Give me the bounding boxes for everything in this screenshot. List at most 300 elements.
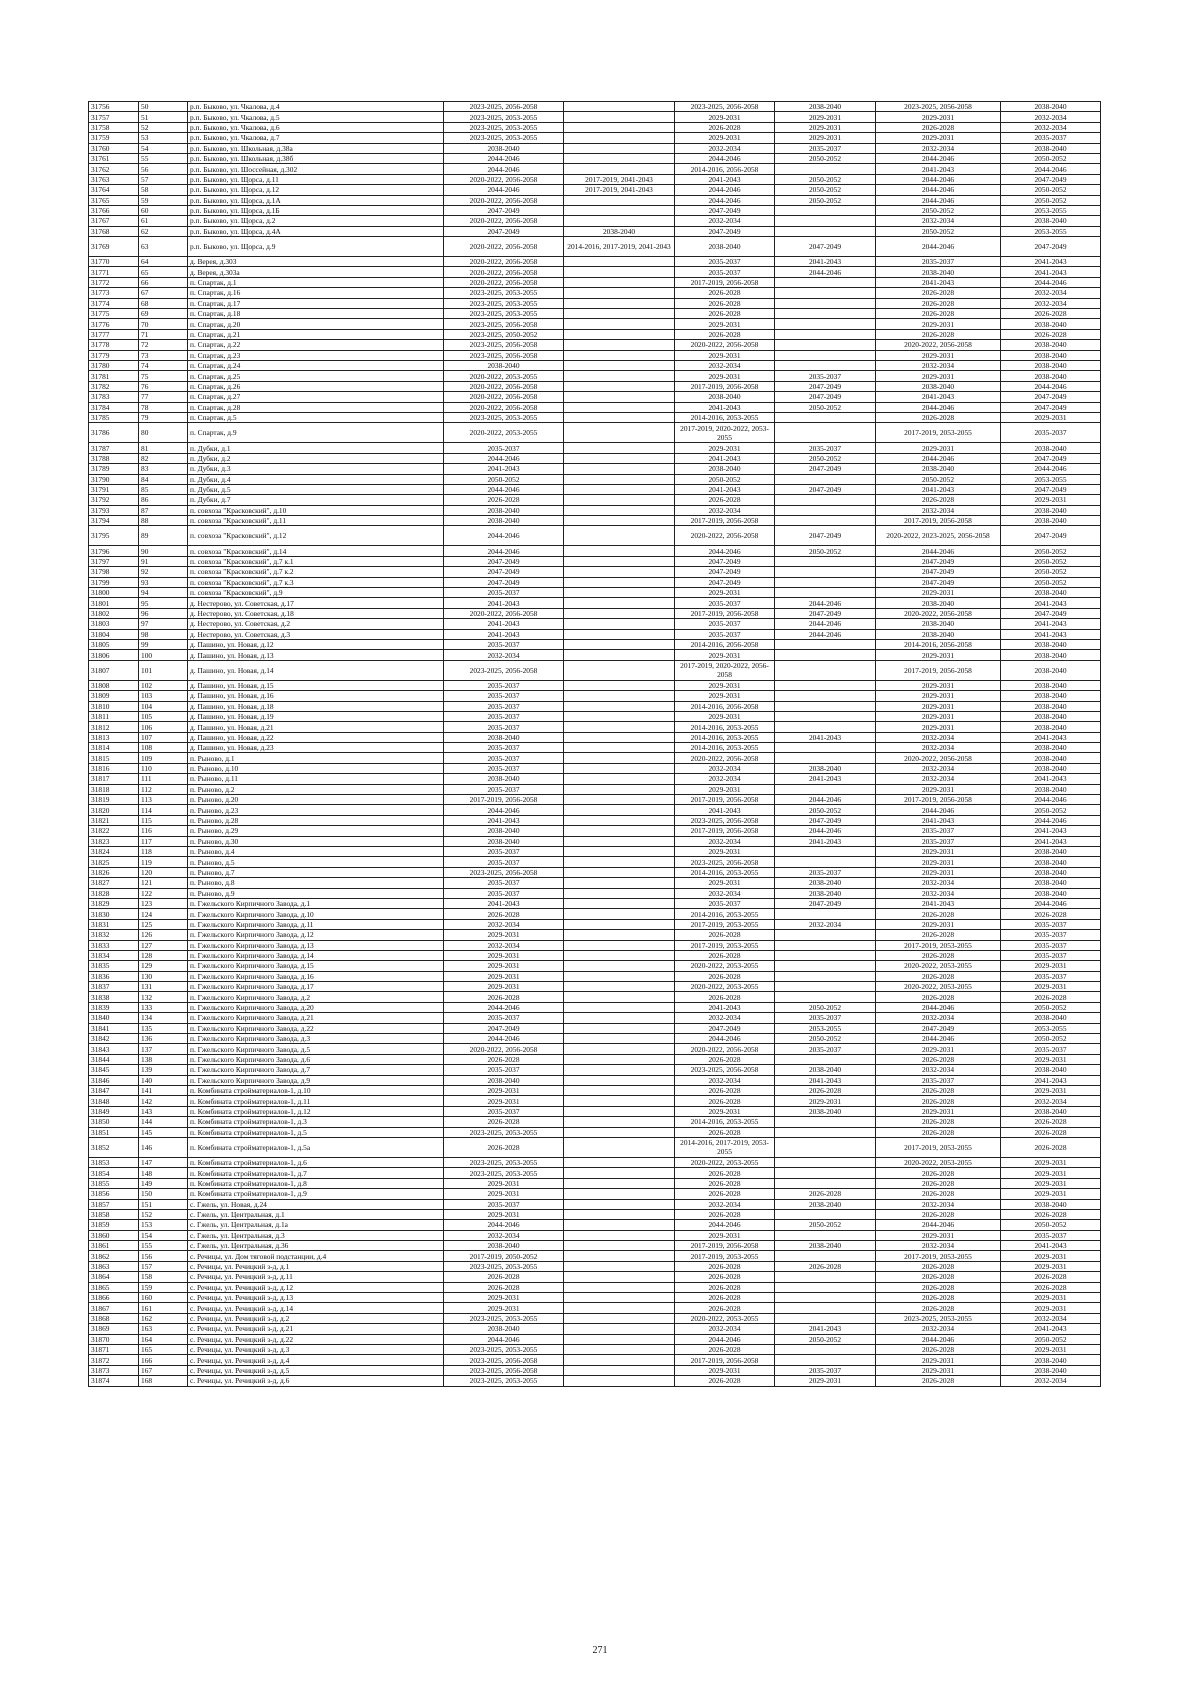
table-row: [89, 1293, 1101, 1303]
period-col-9-cell: 2050-2052: [1001, 556, 1101, 566]
table-row: [89, 930, 1101, 940]
period-col-4-cell: 2041-2043: [444, 898, 564, 908]
period-col-4-cell: 2035-2037: [444, 784, 564, 794]
record-id-cell: 31825: [89, 857, 139, 867]
period-col-7-cell: 2050-2052: [775, 1220, 876, 1230]
period-col-9-cell: 2053-2055: [1001, 226, 1101, 236]
period-col-7-cell: 2050-2052: [775, 174, 876, 184]
row-number-cell: 68: [139, 298, 188, 308]
record-id-cell: 31788: [89, 453, 139, 463]
row-number-cell: 121: [139, 878, 188, 888]
period-col-4-cell: 2035-2037: [444, 763, 564, 773]
row-number-cell: 166: [139, 1355, 188, 1365]
row-number-cell: 93: [139, 577, 188, 587]
table-row: [89, 1272, 1101, 1282]
period-col-7-cell: [775, 992, 876, 1002]
schedule-table: [88, 101, 1101, 1387]
period-col-6-cell: 2047-2049: [675, 577, 775, 587]
period-col-5-cell: [564, 288, 675, 298]
period-col-8-cell: 2029-2031: [876, 112, 1001, 122]
period-col-5-cell: [564, 1157, 675, 1167]
address-cell: р.п. Быково, ул. Щорса, д.1Б: [188, 205, 444, 215]
period-col-4-cell: 2020-2022, 2056-2058: [444, 195, 564, 205]
table-row: [89, 784, 1101, 794]
table-row: [89, 1251, 1101, 1261]
record-id-cell: 31778: [89, 340, 139, 350]
row-number-cell: 113: [139, 795, 188, 805]
period-col-9-cell: 2050-2052: [1001, 1002, 1101, 1012]
period-col-9-cell: 2029-2031: [1001, 1261, 1101, 1271]
table-row: [89, 402, 1101, 412]
period-col-8-cell: 2026-2028: [876, 1293, 1001, 1303]
period-col-6-cell: 2047-2049: [675, 556, 775, 566]
period-col-5-cell: [564, 660, 675, 680]
period-col-4-cell: 2050-2052: [444, 474, 564, 484]
period-col-9-cell: 2032-2034: [1001, 288, 1101, 298]
record-id-cell: 31760: [89, 143, 139, 153]
period-col-6-cell: 2014-2016, 2056-2058: [675, 701, 775, 711]
table-row: [89, 516, 1101, 526]
address-cell: с. Речицы, ул. Речицкий з-д, д.14: [188, 1303, 444, 1313]
period-col-8-cell: 2050-2052: [876, 205, 1001, 215]
period-col-8-cell: 2029-2031: [876, 867, 1001, 877]
period-col-6-cell: 2041-2043: [675, 174, 775, 184]
period-col-9-cell: 2038-2040: [1001, 350, 1101, 360]
period-col-9-cell: 2041-2043: [1001, 1075, 1101, 1085]
period-col-4-cell: 2020-2022, 2056-2058: [444, 257, 564, 267]
period-col-8-cell: 2035-2037: [876, 836, 1001, 846]
period-col-9-cell: 2038-2040: [1001, 660, 1101, 680]
period-col-6-cell: 2017-2019, 2056-2058: [675, 1241, 775, 1251]
period-col-8-cell: 2032-2034: [876, 763, 1001, 773]
period-col-6-cell: 2029-2031: [675, 443, 775, 453]
period-col-7-cell: 2035-2037: [775, 371, 876, 381]
table-row: [89, 1282, 1101, 1292]
period-col-8-cell: 2029-2031: [876, 371, 1001, 381]
period-col-5-cell: [564, 464, 675, 474]
period-col-6-cell: 2029-2031: [675, 711, 775, 721]
table-row: [89, 961, 1101, 971]
period-col-4-cell: 2038-2040: [444, 1241, 564, 1251]
table-row: [89, 185, 1101, 195]
record-id-cell: 31836: [89, 971, 139, 981]
period-col-4-cell: 2026-2028: [444, 992, 564, 1002]
record-id-cell: 31779: [89, 350, 139, 360]
period-col-9-cell: 2035-2037: [1001, 1230, 1101, 1240]
address-cell: п. Гжельского Кирпичного Завода, д.16: [188, 971, 444, 981]
address-cell: п. Дубки, д.1: [188, 443, 444, 453]
address-cell: п. Спартак, д.27: [188, 392, 444, 402]
period-col-5-cell: [564, 1355, 675, 1365]
period-col-9-cell: 2038-2040: [1001, 1355, 1101, 1365]
row-number-cell: 129: [139, 961, 188, 971]
period-col-5-cell: [564, 516, 675, 526]
period-col-7-cell: 2029-2031: [775, 133, 876, 143]
period-col-5-cell: [564, 753, 675, 763]
period-col-9-cell: 2029-2031: [1001, 412, 1101, 422]
table-row: [89, 174, 1101, 184]
period-col-7-cell: 2047-2049: [775, 237, 876, 257]
row-number-cell: 126: [139, 930, 188, 940]
period-col-5-cell: [564, 774, 675, 784]
period-col-9-cell: 2026-2028: [1001, 1117, 1101, 1127]
period-col-7-cell: 2047-2049: [775, 381, 876, 391]
period-col-8-cell: 2029-2031: [876, 1355, 1001, 1365]
period-col-4-cell: 2029-2031: [444, 1293, 564, 1303]
period-col-7-cell: [775, 329, 876, 339]
address-cell: с. Речицы, ул. Речицкий з-д, д.11: [188, 1272, 444, 1282]
table-row: [89, 1117, 1101, 1127]
record-id-cell: 31785: [89, 412, 139, 422]
row-number-cell: 105: [139, 711, 188, 721]
record-id-cell: 31847: [89, 1085, 139, 1095]
period-col-5-cell: [564, 143, 675, 153]
table-row: [89, 1261, 1101, 1271]
period-col-5-cell: [564, 1054, 675, 1064]
period-col-9-cell: 2050-2052: [1001, 1334, 1101, 1344]
address-cell: п. Гжельского Кирпичного Завода, д.11: [188, 919, 444, 929]
record-id-cell: 31799: [89, 577, 139, 587]
period-col-5-cell: [564, 1178, 675, 1188]
table-row: [89, 836, 1101, 846]
address-cell: п. Гжельского Кирпичного Завода, д.22: [188, 1023, 444, 1033]
period-col-7-cell: [775, 226, 876, 236]
period-col-8-cell: 2017-2019, 2056-2058: [876, 516, 1001, 526]
record-id-cell: 31863: [89, 1261, 139, 1271]
period-col-9-cell: 2038-2040: [1001, 1199, 1101, 1209]
period-col-6-cell: 2044-2046: [675, 1220, 775, 1230]
address-cell: п. Рыново, д.7: [188, 867, 444, 877]
address-cell: с. Речицы, ул. Речицкий з-д, д.5: [188, 1365, 444, 1375]
address-cell: с. Гжель, ул. Новая, д.24: [188, 1199, 444, 1209]
period-col-9-cell: 2029-2031: [1001, 1085, 1101, 1095]
table-row: [89, 971, 1101, 981]
period-col-5-cell: [564, 878, 675, 888]
period-col-7-cell: [775, 680, 876, 690]
period-col-7-cell: [775, 423, 876, 443]
period-col-4-cell: 2020-2022, 2056-2058: [444, 267, 564, 277]
period-col-5-cell: [564, 919, 675, 929]
period-col-4-cell: 2026-2028: [444, 1054, 564, 1064]
period-col-5-cell: [564, 898, 675, 908]
period-col-7-cell: [775, 588, 876, 598]
address-cell: п. Спартак, д.21: [188, 329, 444, 339]
period-col-8-cell: 2029-2031: [876, 588, 1001, 598]
address-cell: с. Речицы, ул. Речицкий з-д, д.1: [188, 1261, 444, 1271]
period-col-4-cell: 2020-2022, 2056-2058: [444, 381, 564, 391]
row-number-cell: 58: [139, 185, 188, 195]
address-cell: п. совхоза "Красковский", д.10: [188, 505, 444, 515]
address-cell: п. совхоза "Красковский", д.11: [188, 516, 444, 526]
period-col-6-cell: 2014-2016, 2053-2055: [675, 743, 775, 753]
period-col-6-cell: 2020-2022, 2053-2055: [675, 1157, 775, 1167]
period-col-7-cell: [775, 360, 876, 370]
row-number-cell: 128: [139, 950, 188, 960]
record-id-cell: 31848: [89, 1096, 139, 1106]
period-col-5-cell: [564, 805, 675, 815]
row-number-cell: 107: [139, 732, 188, 742]
table-row: [89, 371, 1101, 381]
period-col-8-cell: 2029-2031: [876, 650, 1001, 660]
address-cell: с. Речицы, ул. Речицкий з-д, д.22: [188, 1334, 444, 1344]
period-col-5-cell: [564, 102, 675, 112]
row-number-cell: 131: [139, 982, 188, 992]
period-col-4-cell: 2029-2031: [444, 971, 564, 981]
period-col-6-cell: 2032-2034: [675, 505, 775, 515]
table-row: [89, 340, 1101, 350]
period-col-5-cell: [564, 329, 675, 339]
period-col-9-cell: 2029-2031: [1001, 495, 1101, 505]
period-col-4-cell: 2044-2046: [444, 1220, 564, 1230]
period-col-4-cell: 2023-2025, 2053-2055: [444, 1127, 564, 1137]
record-id-cell: 31823: [89, 836, 139, 846]
period-col-9-cell: 2038-2040: [1001, 1065, 1101, 1075]
period-col-5-cell: [564, 950, 675, 960]
period-col-4-cell: 2026-2028: [444, 1282, 564, 1292]
address-cell: с. Речицы, ул. Речицкий з-д, д.21: [188, 1324, 444, 1334]
address-cell: п. Комбината стройматериалов-1, д.8: [188, 1178, 444, 1188]
row-number-cell: 142: [139, 1096, 188, 1106]
address-cell: р.п. Быково, ул. Щорса, д.2: [188, 216, 444, 226]
address-cell: с. Речицы, ул. Речицкий з-д, д.12: [188, 1282, 444, 1292]
table-row: [89, 608, 1101, 618]
address-cell: с. Гжель, ул. Центральная, д.1а: [188, 1220, 444, 1230]
record-id-cell: 31869: [89, 1324, 139, 1334]
period-col-9-cell: 2032-2034: [1001, 1376, 1101, 1386]
period-col-7-cell: [775, 577, 876, 587]
record-id-cell: 31872: [89, 1355, 139, 1365]
row-number-cell: 125: [139, 919, 188, 929]
period-col-4-cell: 2023-2025, 2056-2058: [444, 340, 564, 350]
address-cell: р.п. Быково, ул. Чкалова, д.7: [188, 133, 444, 143]
period-col-8-cell: 2032-2034: [876, 888, 1001, 898]
period-col-5-cell: [564, 195, 675, 205]
row-number-cell: 103: [139, 691, 188, 701]
period-col-5-cell: [564, 381, 675, 391]
address-cell: п. Рыново, д.29: [188, 826, 444, 836]
period-col-5-cell: [564, 940, 675, 950]
row-number-cell: 79: [139, 412, 188, 422]
record-id-cell: 31831: [89, 919, 139, 929]
period-col-8-cell: 2050-2052: [876, 226, 1001, 236]
record-id-cell: 31811: [89, 711, 139, 721]
period-col-6-cell: 2014-2016, 2053-2055: [675, 867, 775, 877]
period-col-5-cell: [564, 867, 675, 877]
row-number-cell: 120: [139, 867, 188, 877]
table-row: [89, 1220, 1101, 1230]
table-row: [89, 815, 1101, 825]
table-row: [89, 1127, 1101, 1137]
row-number-cell: 106: [139, 722, 188, 732]
row-number-cell: 139: [139, 1065, 188, 1075]
period-col-4-cell: 2035-2037: [444, 878, 564, 888]
record-id-cell: 31854: [89, 1168, 139, 1178]
record-id-cell: 31783: [89, 392, 139, 402]
period-col-6-cell: 2035-2037: [675, 267, 775, 277]
period-col-9-cell: 2026-2028: [1001, 309, 1101, 319]
period-col-4-cell: 2038-2040: [444, 1324, 564, 1334]
table-row: [89, 711, 1101, 721]
period-col-7-cell: [775, 164, 876, 174]
period-col-7-cell: [775, 784, 876, 794]
row-number-cell: 156: [139, 1251, 188, 1261]
record-id-cell: 31812: [89, 722, 139, 732]
row-number-cell: 97: [139, 619, 188, 629]
table-row: [89, 1096, 1101, 1106]
record-id-cell: 31864: [89, 1272, 139, 1282]
period-col-7-cell: [775, 971, 876, 981]
period-col-8-cell: 2023-2025, 2056-2058: [876, 102, 1001, 112]
address-cell: п. Рыново, д.5: [188, 857, 444, 867]
record-id-cell: 31780: [89, 360, 139, 370]
period-col-7-cell: [775, 1344, 876, 1354]
period-col-9-cell: 2038-2040: [1001, 680, 1101, 690]
row-number-cell: 160: [139, 1293, 188, 1303]
period-col-9-cell: 2038-2040: [1001, 691, 1101, 701]
period-col-9-cell: 2026-2028: [1001, 1137, 1101, 1157]
period-col-9-cell: 2044-2046: [1001, 277, 1101, 287]
table-row: [89, 505, 1101, 515]
period-col-5-cell: [564, 598, 675, 608]
address-cell: п. Комбината стройматериалов-1, д.6: [188, 1157, 444, 1167]
period-col-7-cell: 2044-2046: [775, 267, 876, 277]
address-cell: с. Гжель, ул. Центральная, д.1: [188, 1209, 444, 1219]
period-col-6-cell: 2020-2022, 2056-2058: [675, 753, 775, 763]
address-cell: п. Спартак, д.17: [188, 298, 444, 308]
period-col-9-cell: 2029-2031: [1001, 1168, 1101, 1178]
period-col-5-cell: [564, 795, 675, 805]
row-number-cell: 81: [139, 443, 188, 453]
address-cell: п. Спартак, д.22: [188, 340, 444, 350]
period-col-7-cell: [775, 288, 876, 298]
period-col-4-cell: 2020-2022, 2056-2058: [444, 237, 564, 257]
period-col-6-cell: 2035-2037: [675, 898, 775, 908]
period-col-6-cell: 2017-2019, 2056-2058: [675, 795, 775, 805]
period-col-7-cell: 2035-2037: [775, 867, 876, 877]
period-col-8-cell: 2029-2031: [876, 711, 1001, 721]
period-col-6-cell: 2017-2019, 2020-2022, 2053-2055: [675, 423, 775, 443]
period-col-4-cell: 2035-2037: [444, 639, 564, 649]
period-col-4-cell: 2023-2025, 2056-2058: [444, 319, 564, 329]
period-col-7-cell: [775, 1178, 876, 1188]
period-col-8-cell: 2026-2028: [876, 909, 1001, 919]
table-row: [89, 1334, 1101, 1344]
period-col-7-cell: 2050-2052: [775, 546, 876, 556]
period-col-4-cell: 2023-2025, 2056-2058: [444, 1365, 564, 1375]
row-number-cell: 124: [139, 909, 188, 919]
table-row: [89, 1355, 1101, 1365]
period-col-6-cell: 2026-2028: [675, 1376, 775, 1386]
period-col-5-cell: [564, 1261, 675, 1271]
record-id-cell: 31874: [89, 1376, 139, 1386]
period-col-6-cell: 2026-2028: [675, 1085, 775, 1095]
period-col-8-cell: 2041-2043: [876, 815, 1001, 825]
period-col-9-cell: 2041-2043: [1001, 732, 1101, 742]
period-col-4-cell: 2026-2028: [444, 909, 564, 919]
record-id-cell: 31819: [89, 795, 139, 805]
period-col-9-cell: 2026-2028: [1001, 992, 1101, 1002]
period-col-6-cell: 2044-2046: [675, 546, 775, 556]
row-number-cell: 110: [139, 763, 188, 773]
period-col-8-cell: 2017-2019, 2053-2055: [876, 1251, 1001, 1261]
period-col-5-cell: [564, 650, 675, 660]
address-cell: с. Речицы, ул. Речицкий з-д, д.2: [188, 1313, 444, 1323]
table-row: [89, 1085, 1101, 1095]
period-col-8-cell: 2017-2019, 2053-2055: [876, 940, 1001, 950]
period-col-8-cell: 2032-2034: [876, 143, 1001, 153]
period-col-4-cell: 2023-2025, 2050-2052: [444, 329, 564, 339]
period-col-8-cell: 2038-2040: [876, 381, 1001, 391]
record-id-cell: 31844: [89, 1054, 139, 1064]
table-row: [89, 484, 1101, 494]
table-row: [89, 1230, 1101, 1240]
period-col-4-cell: 2029-2031: [444, 1189, 564, 1199]
row-number-cell: 158: [139, 1272, 188, 1282]
period-col-9-cell: 2032-2034: [1001, 1096, 1101, 1106]
period-col-7-cell: 2050-2052: [775, 153, 876, 163]
table-row: [89, 443, 1101, 453]
address-cell: д. Пашино, ул. Новая, д.16: [188, 691, 444, 701]
record-id-cell: 31795: [89, 526, 139, 546]
document-page: [88, 101, 1100, 1387]
period-col-6-cell: 2029-2031: [675, 784, 775, 794]
row-number-cell: 62: [139, 226, 188, 236]
period-col-4-cell: 2017-2019, 2050-2052: [444, 1251, 564, 1261]
row-number-cell: 116: [139, 826, 188, 836]
period-col-4-cell: 2032-2034: [444, 919, 564, 929]
period-col-5-cell: [564, 319, 675, 329]
row-number-cell: 130: [139, 971, 188, 981]
period-col-8-cell: 2029-2031: [876, 680, 1001, 690]
period-col-9-cell: 2050-2052: [1001, 1220, 1101, 1230]
period-col-7-cell: 2050-2052: [775, 1334, 876, 1344]
period-col-4-cell: 2026-2028: [444, 495, 564, 505]
period-col-5-cell: [564, 474, 675, 484]
row-number-cell: 159: [139, 1282, 188, 1292]
row-number-cell: 64: [139, 257, 188, 267]
record-id-cell: 31810: [89, 701, 139, 711]
period-col-6-cell: 2050-2052: [675, 474, 775, 484]
period-col-7-cell: 2035-2037: [775, 1044, 876, 1054]
table-row: [89, 722, 1101, 732]
table-row: [89, 743, 1101, 753]
period-col-8-cell: 2029-2031: [876, 1230, 1001, 1240]
period-col-7-cell: [775, 857, 876, 867]
address-cell: р.п. Быково, ул. Школьная, д.38а: [188, 143, 444, 153]
row-number-cell: 119: [139, 857, 188, 867]
address-cell: р.п. Быково, ул. Чкалова, д.4: [188, 102, 444, 112]
period-col-8-cell: 2038-2040: [876, 598, 1001, 608]
period-col-4-cell: 2020-2022, 2056-2058: [444, 392, 564, 402]
period-col-7-cell: [775, 1168, 876, 1178]
period-col-9-cell: 2029-2031: [1001, 1344, 1101, 1354]
period-col-5-cell: [564, 257, 675, 267]
address-cell: п. Гжельского Кирпичного Завода, д.9: [188, 1075, 444, 1085]
period-col-7-cell: 2044-2046: [775, 826, 876, 836]
period-col-6-cell: 2032-2034: [675, 360, 775, 370]
period-col-4-cell: 2044-2046: [444, 526, 564, 546]
period-col-4-cell: 2035-2037: [444, 1013, 564, 1023]
record-id-cell: 31797: [89, 556, 139, 566]
period-col-7-cell: 2047-2049: [775, 526, 876, 546]
period-col-9-cell: 2038-2040: [1001, 216, 1101, 226]
period-col-8-cell: 2032-2034: [876, 1241, 1001, 1251]
period-col-6-cell: 2026-2028: [675, 329, 775, 339]
period-col-9-cell: 2029-2031: [1001, 1189, 1101, 1199]
period-col-9-cell: 2044-2046: [1001, 164, 1101, 174]
period-col-9-cell: 2029-2031: [1001, 1054, 1101, 1064]
row-number-cell: 141: [139, 1085, 188, 1095]
